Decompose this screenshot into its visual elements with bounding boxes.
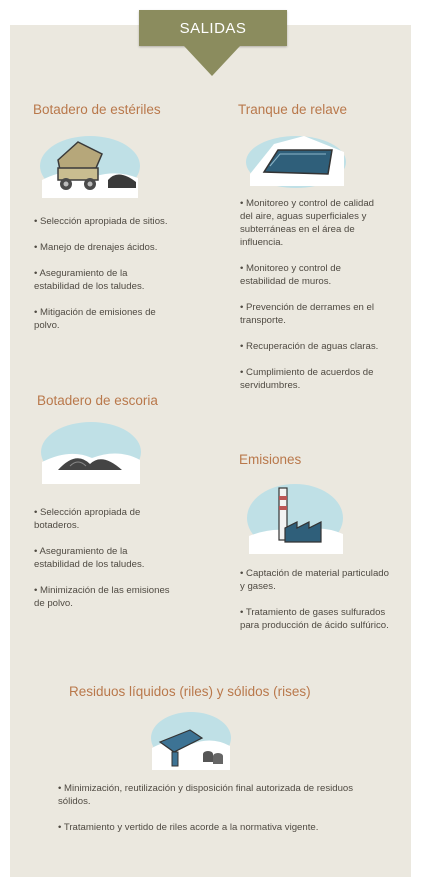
list-botadero-escoria: [34, 506, 174, 610]
section-title-tranque-relave: Tranque de relave: [238, 102, 348, 117]
list-item: • Minimización de las emisiones de polvo.: [34, 585, 170, 609]
list-item: • Monitoreo y control de estabilidad de muros.: [240, 263, 341, 287]
tailings-pond-icon: [244, 130, 348, 190]
section-title-botadero-escoria: Botadero de escoria: [37, 393, 158, 408]
list-item: • Minimización, reutilización y disposición final autorizada de residuos sólidos.: [58, 783, 354, 807]
list-emisiones: [240, 567, 390, 632]
list-item: • Mitigación de emisiones de polvo.: [34, 307, 156, 331]
salidas-header: SALIDAS: [139, 10, 287, 46]
list-item: • Cumplimiento de acuerdos de servidumbres.: [240, 367, 374, 391]
list-item: • Selección apropiada de sitios.: [34, 216, 168, 227]
list-item: • Aseguramiento de la estabilidad de los taludes.: [34, 546, 145, 570]
section-title-botadero-esteriles: Botadero de estériles: [33, 102, 161, 117]
list-tranque-relave: [240, 197, 388, 392]
dump-truck-icon: [38, 128, 142, 200]
smelter-chimney-icon: [245, 478, 345, 556]
list-item: • Captación de material particulado y gases.: [240, 568, 389, 592]
list-item: • Recuperación de aguas claras.: [240, 341, 379, 352]
section-title-emisiones: Emisiones: [239, 452, 302, 467]
waste-treatment-icon: [150, 708, 232, 772]
section-title-residuos: Residuos líquidos (riles) y sólidos (rises): [69, 684, 311, 699]
list-item: • Tratamiento y vertido de riles acorde a la normativa vigente.: [58, 822, 319, 833]
down-arrow-icon: [184, 46, 240, 76]
list-item: • Manejo de drenajes ácidos.: [34, 242, 158, 253]
list-item: • Selección apropiada de botaderos.: [34, 507, 141, 531]
slag-heap-icon: [40, 418, 142, 486]
list-item: • Aseguramiento de la estabilidad de los taludes.: [34, 268, 145, 292]
list-item: • Prevención de derrames en el transporte.: [240, 302, 375, 326]
list-item: • Tratamiento de gases sulfurados para producción de ácido sulfúrico.: [240, 607, 389, 631]
list-item: • Monitoreo y control de calidad del aire, aguas superficiales y subterráneas en el área de influencia.: [240, 198, 375, 248]
list-botadero-esteriles: [34, 215, 174, 332]
list-residuos: [58, 782, 368, 834]
